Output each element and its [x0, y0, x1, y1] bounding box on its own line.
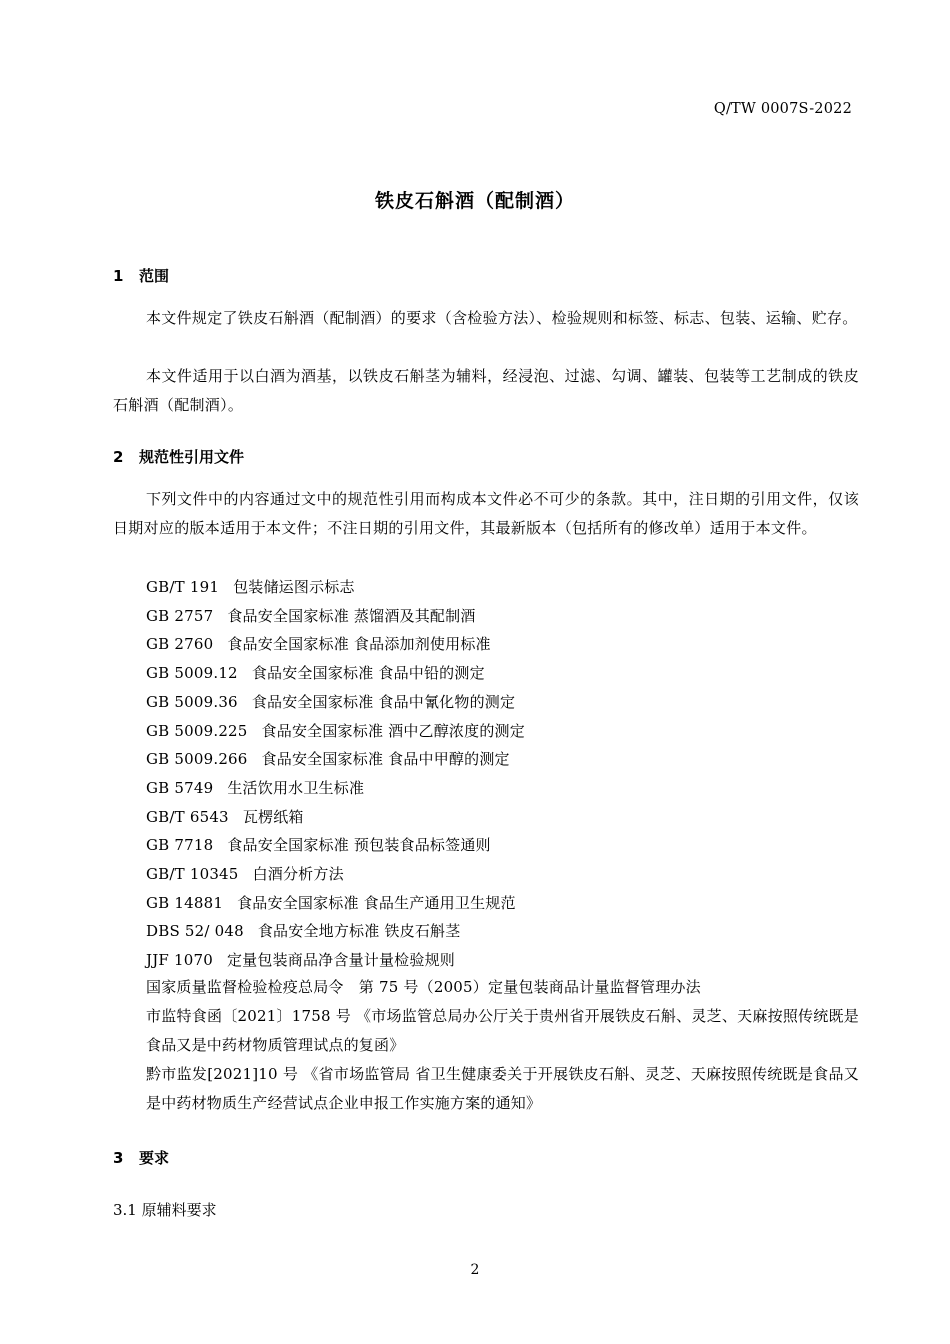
- reference-code: GB/T 10345: [146, 865, 239, 883]
- reference-item: [146, 748, 510, 769]
- reference-item: [146, 920, 460, 941]
- subsection-number: 3.1: [113, 1201, 137, 1219]
- reference-item: [146, 863, 344, 884]
- reference-code: GB 5009.266: [146, 750, 248, 769]
- reference-title: 生活饮用水卫生标准: [227, 778, 365, 797]
- reference-code: GB 5749: [146, 778, 214, 797]
- page-number: 2: [470, 1262, 480, 1278]
- reference-title: 食品安全国家标准 食品生产通用卫生规范: [237, 893, 516, 912]
- section-1-heading: [113, 265, 169, 286]
- reference-title: 食品安全国家标准 食品中甲醇的测定: [261, 750, 510, 769]
- section-number: 2: [113, 448, 124, 466]
- reference-title: 食品安全国家标准 蒸馏酒及其配制酒: [227, 606, 476, 625]
- reference-title: 定量包装商品净含量计量检验规则: [226, 951, 455, 970]
- document-code: Q/TW 0007S-2022: [713, 101, 852, 117]
- reference-item: [146, 662, 485, 683]
- reference-code: GB 5009.225: [146, 721, 248, 740]
- reference-item: [146, 720, 525, 741]
- reference-code: GB 2757: [146, 606, 214, 625]
- reference-item: [146, 633, 491, 654]
- reference-code: JJF 1070: [146, 951, 213, 970]
- references-intro: 下列文件中的内容通过文中的规范性引用而构成本文件必不可少的条款。其中，注日期的引用文件，仅该日期对应的版本适用于本文件；不注日期的引用文件，其最新版本（包括所有的修改单）适用于本文件。: [113, 490, 859, 537]
- reference-item: [146, 806, 304, 827]
- reference-item: [146, 892, 516, 913]
- section-title: 要求: [139, 1149, 170, 1167]
- reference-code: GB/T 6543: [146, 807, 229, 826]
- reference-title: 食品安全国家标准 酒中乙醇浓度的测定: [261, 721, 525, 740]
- reference-title: 食品安全国家标准 预包装食品标签通则: [227, 836, 491, 855]
- section-number: 3: [113, 1149, 124, 1167]
- section-title: 范围: [139, 267, 170, 285]
- reference-title: 食品安全国家标准 食品添加剂使用标准: [227, 635, 491, 654]
- reference-code: DBS 52/ 048: [146, 922, 244, 941]
- reference-title: 瓦楞纸箱: [242, 807, 304, 826]
- reference-item: [146, 834, 491, 855]
- reference-item: [146, 605, 476, 626]
- section-2-heading: [113, 446, 244, 467]
- reference-code: GB 7718: [146, 836, 214, 855]
- reference-item: [146, 777, 364, 798]
- section-title: 规范性引用文件: [139, 448, 245, 466]
- reference-item: [146, 949, 455, 970]
- reference-title: 包装储运图示标志: [233, 578, 355, 596]
- reference-title: 食品安全国家标准 食品中铅的测定: [251, 664, 485, 683]
- section-number: 1: [113, 267, 124, 285]
- scope-paragraph-2: 本文件适用于以白酒为酒基，以铁皮石斛茎为辅料，经浸泡、过滤、勾调、罐装、包装等工艺制成的铁皮石斛酒（配制酒）。: [113, 367, 859, 414]
- subsection-title: 原辅料要求: [141, 1201, 217, 1219]
- reference-title: 食品安全地方标准 铁皮石斛茎: [257, 922, 461, 941]
- document-title: 铁皮石斛酒（配制酒）: [374, 190, 575, 212]
- reference-code: GB 2760: [146, 635, 214, 654]
- reference-item: [146, 691, 515, 712]
- reference-code: GB/T 191: [146, 578, 220, 596]
- reference-item: [146, 576, 355, 597]
- reference-code: GB 5009.12: [146, 664, 238, 683]
- section-3-heading: [113, 1147, 169, 1168]
- reference-code: GB 14881: [146, 893, 224, 912]
- reference-title: 食品安全国家标准 食品中氰化物的测定: [251, 692, 516, 711]
- reference-extra-2: 市监特食函〔2021〕1758 号 《市场监管总局办公厅关于贵州省开展铁皮石斛、灵芝、天麻按照传统既是食品又是中药材物质管理试点的复函》: [146, 1007, 859, 1054]
- subsection-3-1-heading: [113, 1199, 217, 1220]
- reference-extra-3: 黔市监发[2021]10 号 《省市场监管局 省卫生健康委关于开展铁皮石斛、灵芝、天麻按照传统既是食品又是中药材物质生产经营试点企业申报工作实施方案的通知》: [146, 1065, 859, 1112]
- reference-code: GB 5009.36: [146, 692, 238, 711]
- reference-extra-1: 国家质量监督检验检疫总局令 第 75 号（2005）定量包装商品计量监督管理办法: [146, 978, 701, 996]
- scope-paragraph-1: 本文件规定了铁皮石斛酒（配制酒）的要求（含检验方法）、检验规则和标签、标志、包装、运输、贮存。: [146, 309, 858, 327]
- reference-title: 白酒分析方法: [252, 865, 344, 883]
